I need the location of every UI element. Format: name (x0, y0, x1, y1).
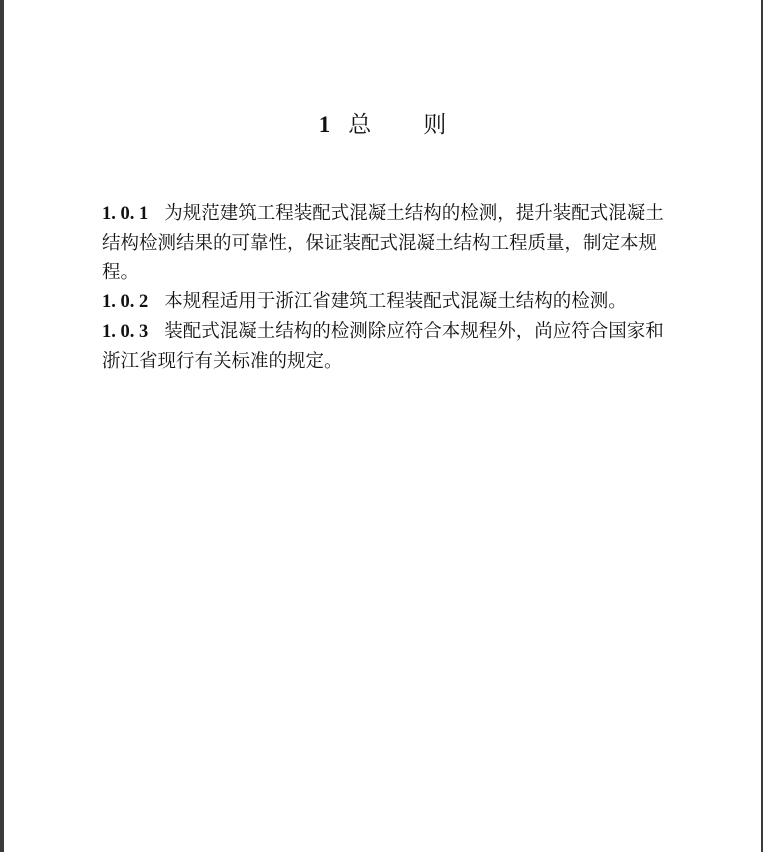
clause-number: 1. 0. 1 (102, 204, 149, 224)
clause-number: 1. 0. 3 (102, 322, 149, 342)
clause-text: 为规范建筑工程装配式混凝土结构的检测，提升装配式混凝土结构检测结果的可靠性，保证装配式混凝土结构工程质量，制定本规程。 (102, 203, 664, 283)
chapter-title (4, 106, 761, 139)
clause-text: 装配式混凝土结构的检测除应符合本规程外，尚应符合国家和浙江省现行有关标准的规定。 (102, 321, 664, 372)
document-page (4, 0, 761, 852)
clause-text: 本规程适用于浙江省建筑工程装配式混凝土结构的检测。 (164, 291, 627, 312)
chapter-title-char-1: 总 (348, 112, 372, 138)
clause-1-0-2 (102, 287, 672, 317)
clause-1-0-3 (102, 317, 672, 376)
clause-number: 1. 0. 2 (102, 292, 149, 312)
chapter-title-char-2: 则 (423, 112, 447, 138)
chapter-body (102, 199, 672, 376)
clause-1-0-1 (102, 199, 672, 287)
chapter-number: 1 (318, 112, 331, 137)
